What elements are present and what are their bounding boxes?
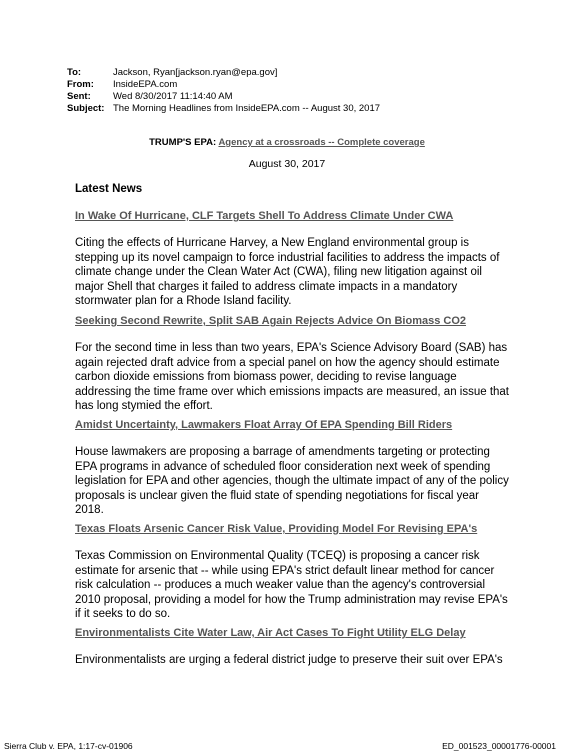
subject-label: Subject:	[67, 103, 105, 114]
section-title: Latest News	[75, 183, 143, 195]
subject-row	[67, 103, 380, 115]
article-line: climate change under the Clean Water Act (CWA), filing new litigation against oil	[75, 266, 482, 278]
article-line: risk calculation -- produces a much weaker value than the agency's controversial	[75, 579, 486, 591]
sent-row	[67, 91, 380, 103]
article-body	[75, 653, 515, 668]
article-title-link[interactable]: Seeking Second Rewrite, Split SAB Again Rejects Advice On Biomass CO2	[75, 315, 467, 327]
footer-doc-id: ED_001523_00001776-00001	[442, 741, 556, 751]
subject-value: The Morning Headlines from InsideEPA.com -- August 30, 2017	[113, 103, 381, 114]
banner	[0, 137, 574, 148]
article-line: Texas Commission on Environmental Quality (TCEQ) is proposing a cancer risk	[75, 550, 480, 562]
article-title-link[interactable]: Environmentalists Cite Water Law, Air Act Cases To Fight Utility ELG Delay	[75, 627, 466, 639]
from-label: From:	[67, 79, 94, 90]
article-line: House lawmakers are proposing a barrage of amendments targeting or protecting	[75, 446, 490, 458]
article-line: estimate for arsenic that -- while using EPA's strict default linear method for cancer	[75, 564, 495, 577]
to-value: Jackson, Ryan[jackson.ryan@epa.gov]	[113, 67, 278, 78]
article-line: major Shell that charges it failed to address climate impacts in a mandatory	[75, 280, 458, 293]
article-line: carbon dioxide emissions from biomass power, deciding to revise language	[75, 371, 457, 383]
article-body	[75, 549, 515, 622]
banner-link[interactable]: Agency at a crossroads -- Complete coverage	[218, 137, 425, 148]
article-line: legislation for EPA and other agencies, though the ultimate impact of any of the policy	[75, 475, 509, 487]
article-line: again rejected draft advice from a special panel on how the agency should estimate	[75, 356, 500, 369]
from-value: InsideEPA.com	[113, 79, 178, 90]
article-line: 2018.	[75, 504, 104, 516]
article-title-link[interactable]: Texas Floats Arsenic Cancer Risk Value, Providing Model For Revising EPA's	[75, 523, 478, 535]
article-title-link[interactable]: Amidst Uncertainty, Lawmakers Float Array Of EPA Spending Bill Riders	[75, 419, 453, 431]
article-line: EPA programs in advance of scheduled floor consideration next week of spending	[75, 460, 491, 473]
banner-prefix: TRUMP'S EPA:	[149, 137, 217, 148]
newsletter-date: August 30, 2017	[248, 158, 326, 170]
article-line: stepping up its novel campaign to force industrial facilities to address the impacts of	[75, 251, 500, 264]
article-line: Citing the effects of Hurricane Harvey, a New England environmental group is	[75, 237, 469, 249]
footer-case-number: Sierra Club v. EPA, 1:17-cv-01906	[4, 741, 133, 751]
article-line: Environmentalists are urging a federal district judge to preserve their suit over EPA's	[75, 654, 503, 666]
to-row	[67, 67, 380, 79]
article-line: has long stymied the effort.	[75, 400, 213, 412]
to-label: To:	[67, 67, 82, 78]
email-header	[67, 67, 380, 115]
article-title-link[interactable]: In Wake Of Hurricane, CLF Targets Shell To Address Climate Under CWA	[75, 210, 454, 222]
article-line: addressing the time frame over which emissions impacts are measured, an issue that	[75, 385, 510, 398]
article-body	[75, 236, 515, 309]
sent-value: Wed 8/30/2017 11:14:40 AM	[113, 91, 233, 102]
article-line: if it seeks to do so.	[75, 608, 171, 620]
from-row	[67, 79, 380, 91]
article-body	[75, 341, 515, 414]
article-line: 2010 proposal, providing a model for how the Trump administration may revise EPA's	[75, 593, 508, 606]
article-body	[75, 445, 515, 518]
article-line: stormwater plan for a Rhode Island facility.	[75, 295, 292, 307]
article-line: For the second time in less than two years, EPA's Science Advisory Board (SAB) has	[75, 342, 508, 354]
sent-label: Sent:	[67, 91, 91, 102]
article-line: proposals is unclear given the fluid state of spending negotiations for fiscal year	[75, 489, 480, 502]
